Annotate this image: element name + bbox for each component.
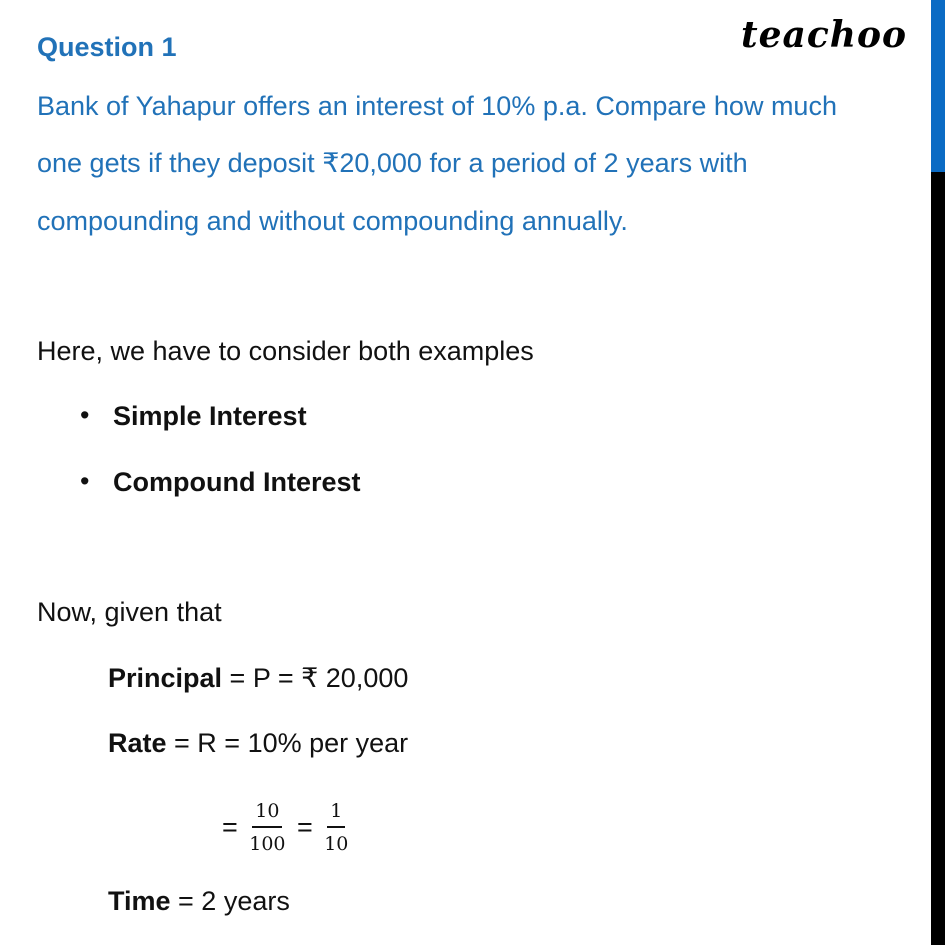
equals-sign: = — [222, 812, 238, 842]
time-label: Time — [108, 886, 171, 916]
question-label: Question 1 — [37, 32, 177, 62]
rate-line — [108, 728, 408, 759]
scrollbar-thumb[interactable] — [931, 0, 945, 172]
given-intro: Now, given that — [37, 597, 222, 627]
bullet-simple-interest: Simple Interest — [113, 401, 307, 431]
bullet-icon: • — [80, 400, 90, 430]
rate-fraction — [222, 800, 355, 855]
fraction-1-10: $\frac{1}{10}$ — [324, 800, 349, 855]
principal-value: = P = ₹ 20,000 — [222, 663, 409, 693]
teachoo-logo: teachoo — [741, 14, 907, 56]
intro-text: Here, we have to consider both examples — [37, 336, 534, 366]
time-value: = 2 years — [170, 886, 290, 916]
time-line — [108, 886, 290, 917]
question-line: compounding and without compounding annually. — [37, 206, 628, 236]
principal-label: Principal — [108, 663, 223, 693]
rate-label: Rate — [108, 728, 167, 758]
equals-sign: = — [296, 812, 313, 842]
question-line: Bank of Yahapur offers an interest of 10% p.a. Compare how much — [37, 91, 837, 121]
rate-value: = R = 10% per year — [166, 728, 409, 758]
bullet-compound-interest: Compound Interest — [113, 467, 361, 497]
fraction-10-100: $\frac{10}{100}$ — [249, 800, 286, 855]
principal-line — [108, 663, 408, 694]
bullet-icon: • — [80, 466, 90, 496]
question-line: one gets if they deposit ₹20,000 for a period of 2 years with — [37, 148, 748, 178]
